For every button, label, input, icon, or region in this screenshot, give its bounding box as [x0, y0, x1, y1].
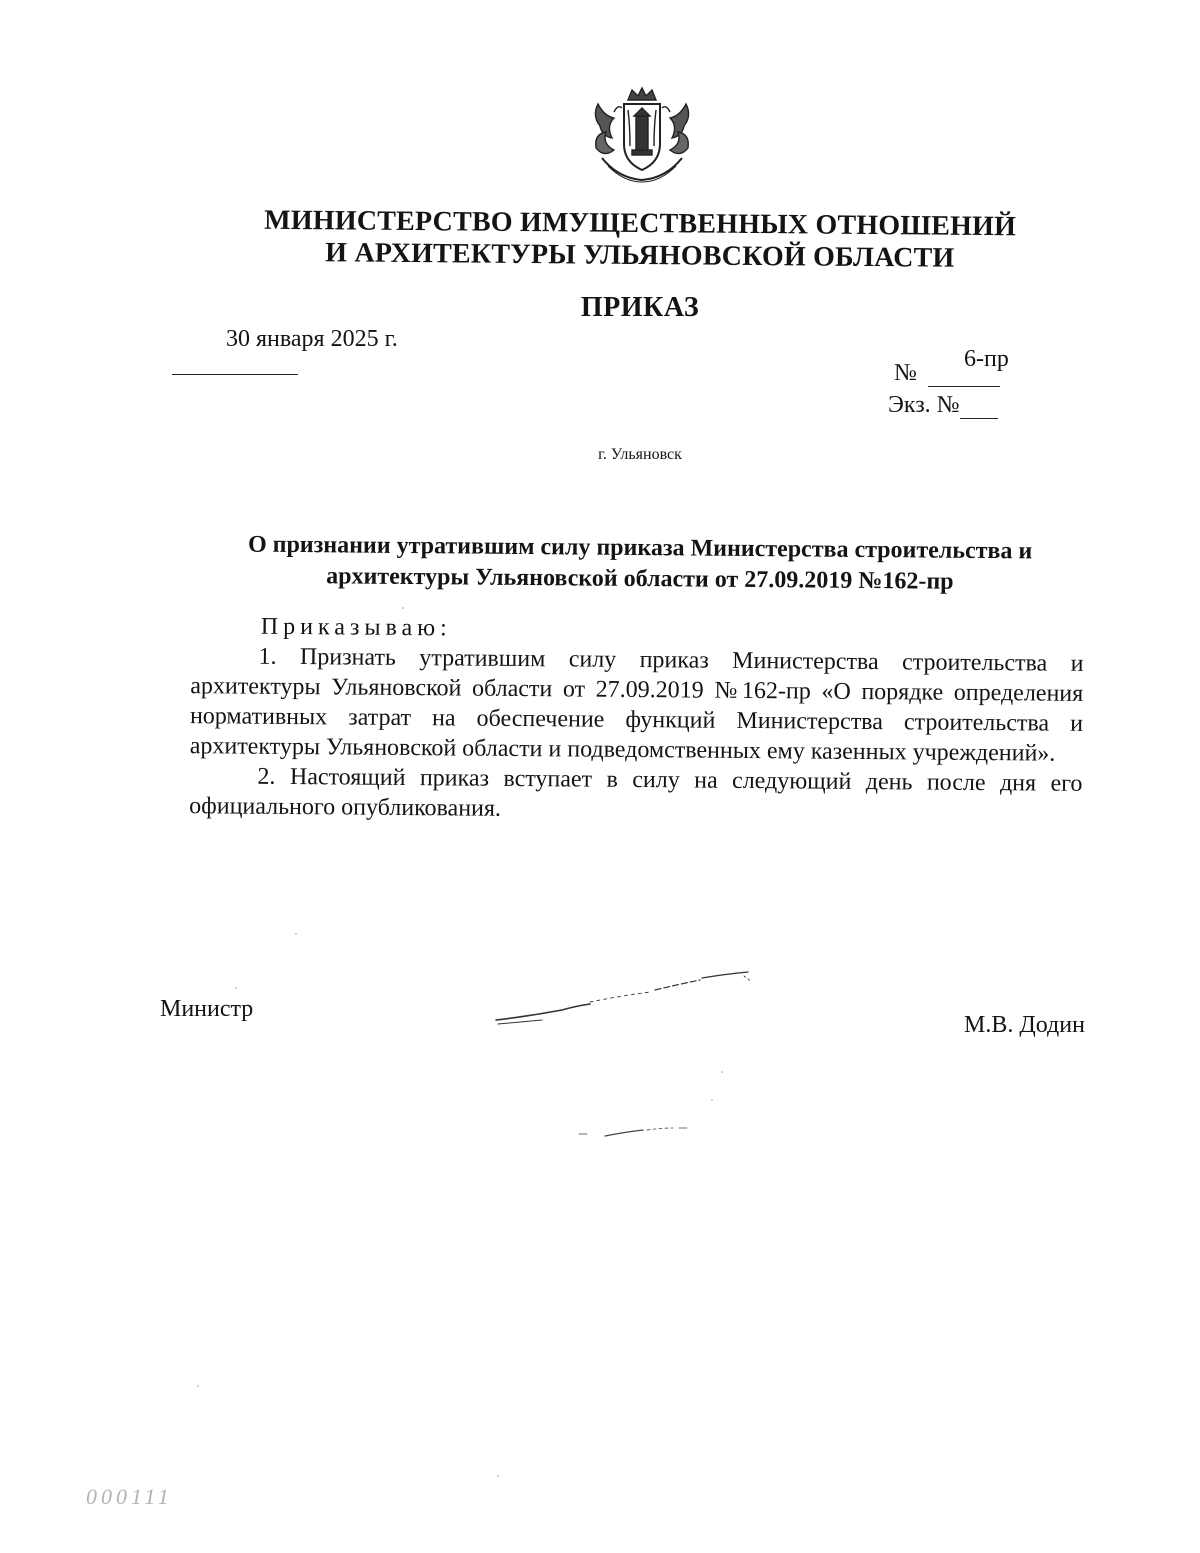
- ministry-name: [250, 205, 1031, 276]
- copy-number-label: Экз. №: [888, 392, 960, 418]
- copy-number-block: [888, 392, 998, 419]
- order-date: 30 января 2025 г.: [226, 326, 398, 352]
- order-item-2: 2. Настоящий приказ вступает в силу на следующий день после дня его официального опубликования.: [189, 763, 1083, 822]
- ministry-name-line2: И АРХИТЕКТУРЫ УЛЬЯНОВСКОЙ ОБЛАСТИ: [325, 237, 955, 274]
- city-label: г. Ульяновск: [598, 446, 682, 463]
- handwritten-signature: [490, 962, 760, 1032]
- number-underline: [928, 386, 1000, 387]
- number-sign: №: [894, 360, 917, 386]
- copy-number-underline: [960, 398, 998, 419]
- preamble: Приказываю:: [260, 613, 452, 642]
- document-type-title: ПРИКАЗ: [580, 292, 700, 323]
- ministry-name-line1: МИНИСТЕРСТВО ИМУЩЕСТВЕННЫХ ОТНОШЕНИЙ: [264, 204, 1017, 243]
- signatory-title: Министр: [160, 996, 254, 1022]
- order-number-block: [894, 346, 1034, 386]
- date-underline: [172, 374, 298, 375]
- order-number: 6-пр: [964, 346, 1009, 372]
- coat-of-arms-icon: [588, 86, 696, 184]
- footer-code: 000111: [86, 1484, 173, 1509]
- signatory-name: М.В. Додин: [964, 1012, 1085, 1038]
- subject-line2: архитектуры Ульяновской области от 27.09.2019 №162-пр: [326, 563, 954, 595]
- order-body: [189, 611, 1084, 829]
- handwritten-mark: [575, 1122, 695, 1142]
- order-item-1: 1. Признать утратившим силу приказ Министерства строительства и архитектуры Ульяновской области от 27.09.2019 №162-пр «О порядке определения нормативных затрат на обеспечение функций Министерства строительства и архитектуры Ульяновской области и подведомственных ему казенных учреждений».: [189, 643, 1084, 767]
- order-subject: [200, 529, 1081, 599]
- subject-line1: О признании утратившим силу приказа Министерства строительства и: [247, 531, 1033, 565]
